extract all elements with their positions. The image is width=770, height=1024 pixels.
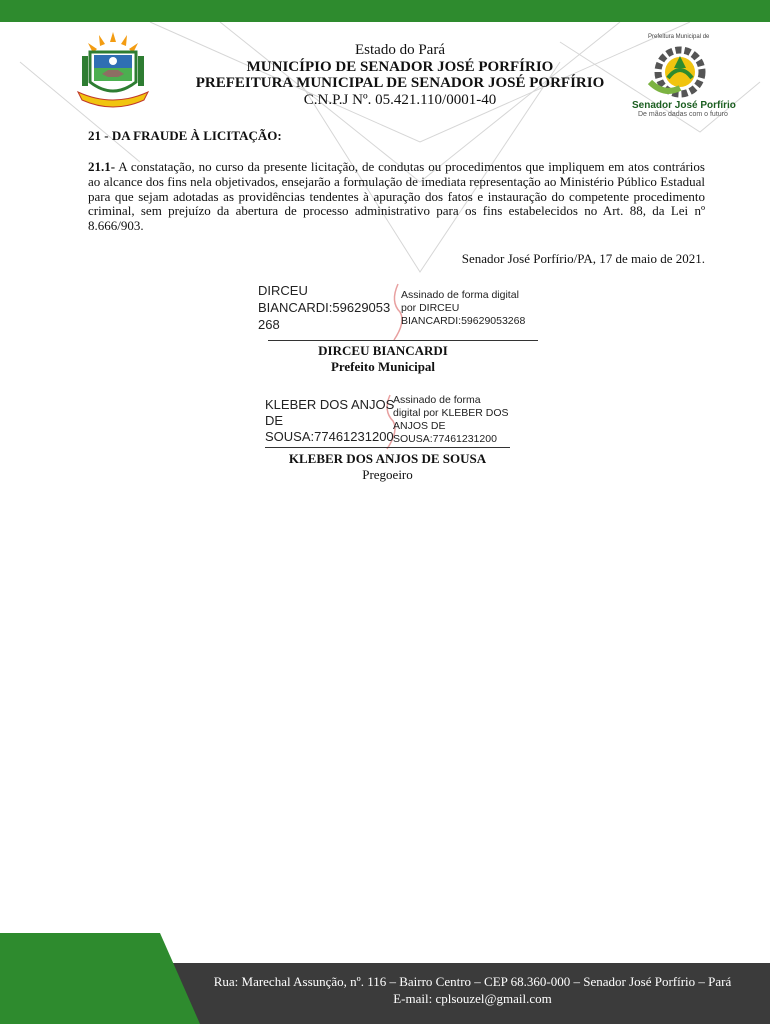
- signer-id-line: DE: [265, 413, 284, 428]
- signature-note-line: Assinado de forma: [393, 394, 481, 406]
- gear-logo-icon: [644, 42, 714, 100]
- signer-id-line: 268: [258, 317, 280, 332]
- footer-text: [190, 973, 755, 1007]
- header-prefecture: PREFEITURA MUNICIPAL DE SENADOR JOSÉ PORFÍRIO: [195, 75, 605, 91]
- signer-id-line: DIRCEU: [258, 283, 308, 298]
- header-cnpj: C.N.P.J Nº. 05.421.110/0001-40: [303, 91, 497, 108]
- municipal-crest: [74, 30, 152, 112]
- digital-signature-block: [265, 393, 525, 453]
- header-state: Estado do Pará: [355, 42, 445, 58]
- top-green-band: [0, 0, 770, 22]
- signature-line: [268, 340, 538, 341]
- digital-signature-block: [258, 282, 548, 342]
- section-title: 21 - DA FRAUDE À LICITAÇÃO:: [88, 128, 282, 143]
- signature-note-line: SOUSA:77461231200: [393, 433, 497, 445]
- clause-paragraph: [88, 160, 705, 234]
- signer-id-line: SOUSA:77461231200: [265, 429, 394, 444]
- signer-id-line: BIANCARDI:59629053: [258, 300, 391, 315]
- signatory-role: Pregoeiro: [362, 466, 413, 482]
- clause-number: 21.1-: [88, 159, 116, 174]
- logo-tagline: De mãos dadas com o futuro: [638, 111, 728, 118]
- signer-id-line: KLEBER DOS ANJOS: [265, 397, 395, 412]
- digital-signature-note: [393, 394, 518, 446]
- clause-text: A constatação, no curso da presente licitação, de condutas ou procedimentos que impliquem em atos contrários ao alcance dos fins nela objetivados, ensejarão a formulação de imediata representação ao Ministério Público Estadual para que sejam adotadas as providências tendentes à apuração dos fatos e instauração do competente procedimento criminal, sem prejuízo da abertura de processo administrativo para os fins estabelecidos no Art. 88, da Lei nº 8.666/903.: [88, 159, 705, 234]
- page-footer: [0, 933, 770, 1024]
- signatory-name: DIRCEU BIANCARDI: [318, 343, 448, 358]
- footer-address: Rua: Marechal Assunção, nº. 116 – Bairro Centro – CEP 68.360-000 – Senador José Porfírio – Pará: [213, 974, 732, 989]
- prefecture-logo: [626, 34, 738, 120]
- signer-id: [258, 282, 398, 333]
- footer-green-shape: [0, 933, 200, 1024]
- signature-note-line: por DIRCEU: [401, 302, 460, 314]
- footer-email: E-mail: cplsouzel@gmail.com: [393, 991, 552, 1006]
- signature-line: [265, 447, 510, 448]
- crest-icon: [74, 30, 152, 112]
- signatory-name: KLEBER DOS ANJOS DE SOUSA: [288, 451, 487, 466]
- signature-note-line: ANJOS DE: [393, 420, 446, 432]
- signature-note-line: BIANCARDI:59629053268: [401, 315, 526, 327]
- signatory-role: Prefeito Municipal: [330, 358, 436, 374]
- signature-note-line: Assinado de forma digital: [401, 289, 519, 301]
- header-municipality: MUNICÍPIO DE SENADOR JOSÉ PORFÍRIO: [246, 58, 554, 75]
- document-header: [150, 42, 650, 108]
- date-line: Senador José Porfírio/PA, 17 de maio de 2021.: [461, 251, 705, 266]
- digital-signature-note: [401, 289, 551, 328]
- logo-name: Senador José Porfírio: [632, 100, 736, 111]
- logo-caption: Prefeitura Municipal de: [648, 34, 710, 40]
- signatory-block: [265, 451, 510, 482]
- signatory-block: [258, 343, 508, 374]
- signer-id: [265, 397, 395, 445]
- signature-note-line: digital por KLEBER DOS: [393, 407, 509, 419]
